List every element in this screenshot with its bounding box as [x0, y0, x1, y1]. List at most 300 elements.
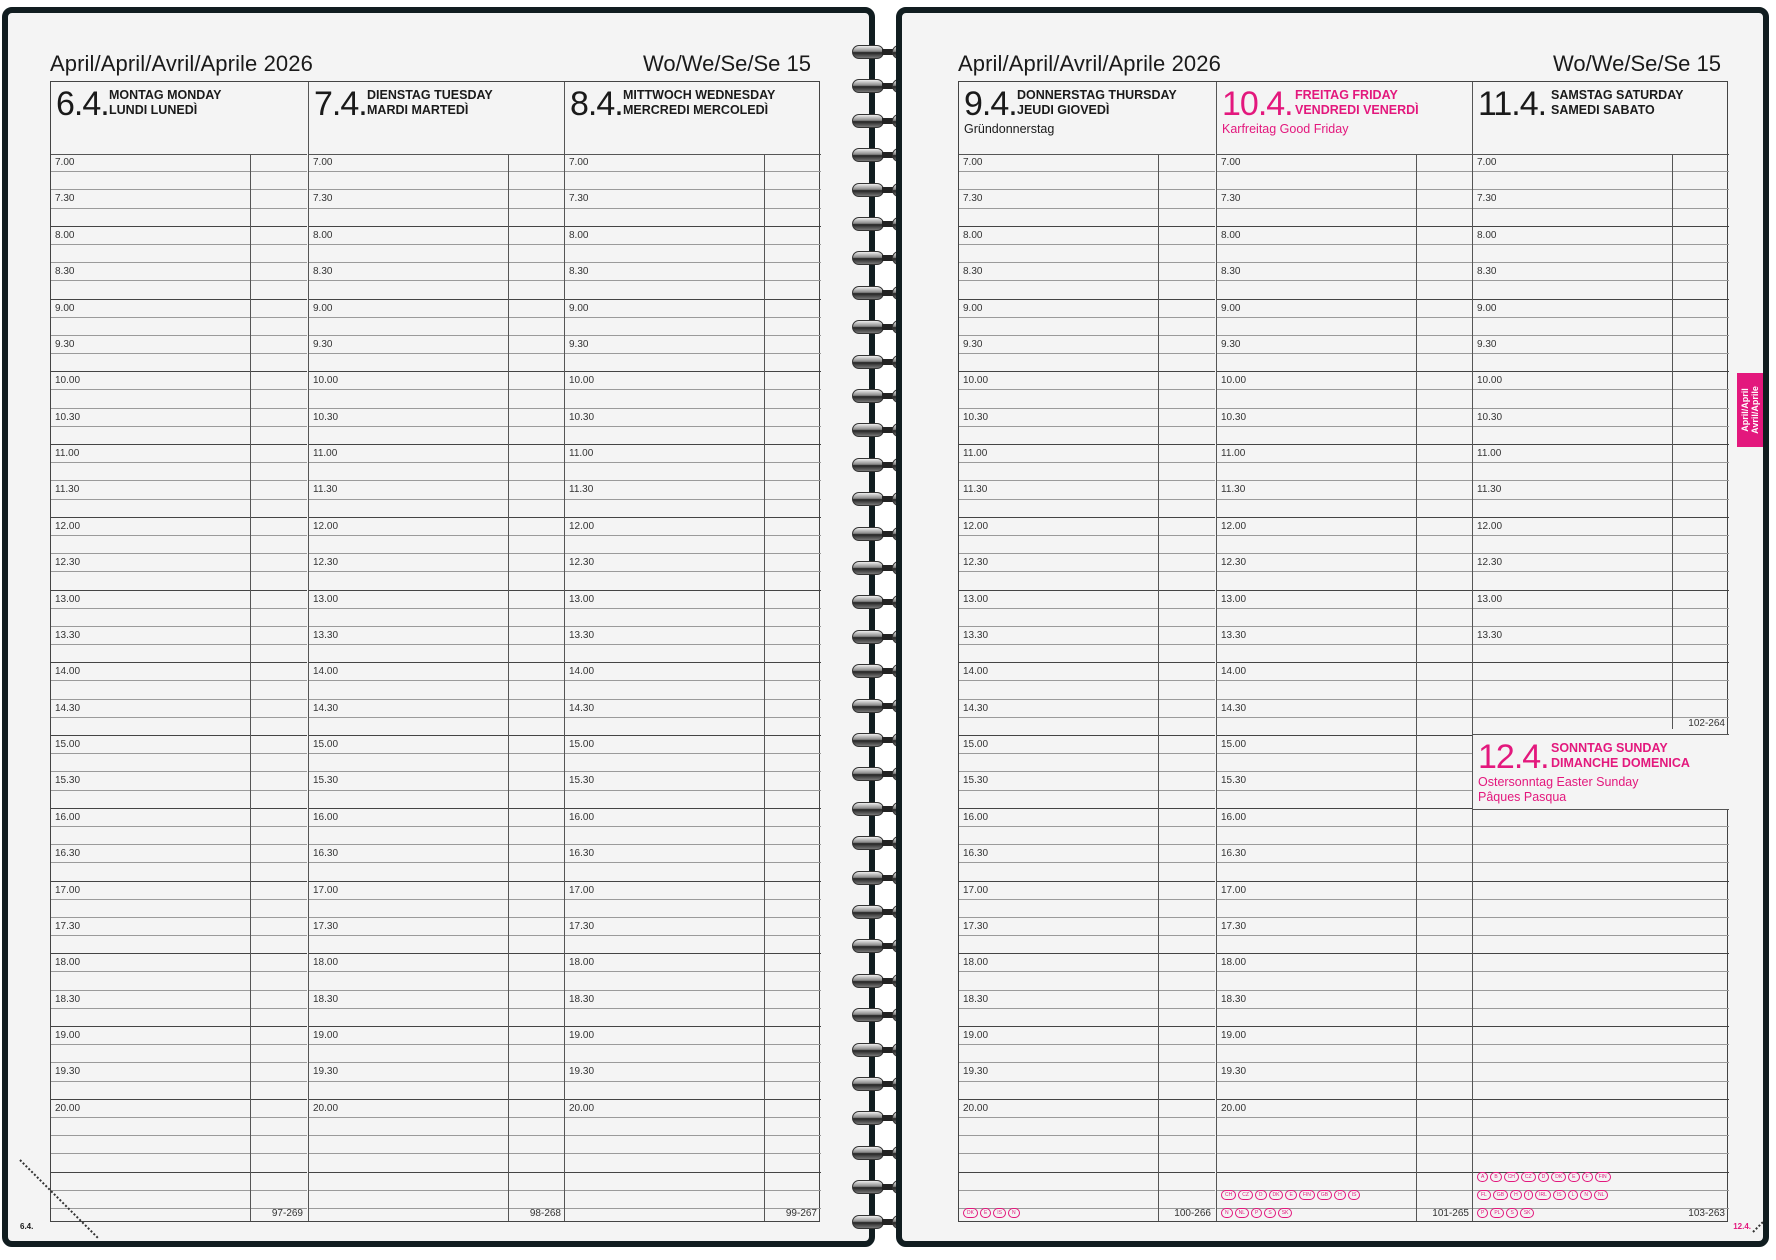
time-row[interactable]	[1473, 845, 1729, 863]
notes-column[interactable]	[1158, 154, 1215, 1221]
country-badge: P	[1251, 1208, 1262, 1218]
time-label: 19.30	[313, 1066, 339, 1078]
notes-column[interactable]	[1416, 154, 1473, 1221]
day-names-line2: LUNDI LUNEDÌ	[109, 103, 198, 117]
time-label: 17.30	[569, 920, 595, 932]
time-label: 8.30	[55, 266, 75, 278]
sunday-holiday: Ostersonntag Easter Sunday	[1478, 775, 1639, 790]
right-corner-date: 12.4.	[1733, 1222, 1751, 1231]
time-label: 19.00	[313, 1030, 339, 1041]
time-label: 11.30	[313, 484, 338, 496]
country-badge: FL	[1477, 1190, 1491, 1200]
month-tab-label-2: Avril/Aprile	[1750, 386, 1760, 434]
time-label: 15.30	[313, 775, 339, 787]
time-label: 16.00	[1221, 811, 1247, 823]
time-label: 8.00	[1221, 229, 1241, 241]
left-day-grid	[50, 81, 820, 1222]
coil-ring-left	[852, 561, 884, 575]
coil-ring-left	[852, 733, 884, 747]
time-label: 14.30	[963, 702, 989, 714]
time-label: 19.00	[1221, 1030, 1247, 1041]
notes-column[interactable]	[1672, 154, 1729, 729]
time-label: 7.00	[1477, 157, 1497, 168]
time-label: 13.00	[313, 593, 339, 605]
time-label: 9.30	[55, 338, 75, 350]
time-label: 11.30	[55, 484, 80, 496]
time-label: 9.00	[569, 302, 589, 314]
right-day-grid	[958, 81, 1728, 1222]
page-reference: 100-266	[1174, 1208, 1211, 1219]
time-label: 11.00	[569, 448, 594, 459]
day-header	[309, 82, 565, 155]
notes-column[interactable]	[508, 154, 565, 1221]
country-badge: L	[1568, 1190, 1579, 1200]
time-label: 13.30	[569, 629, 595, 641]
time-label: 17.00	[569, 884, 595, 896]
time-label: 18.30	[963, 993, 989, 1005]
time-row[interactable]	[1473, 1154, 1729, 1172]
time-label: 12.00	[963, 520, 989, 532]
time-label: 12.30	[569, 557, 595, 569]
time-row[interactable]	[1473, 972, 1729, 990]
time-label: 16.00	[55, 811, 81, 823]
holiday-country-badges	[1477, 1190, 1608, 1200]
coil-ring-left	[852, 974, 884, 988]
sunday-page-reference: 103-263	[1688, 1208, 1725, 1219]
time-label: 9.00	[1477, 302, 1497, 314]
time-label: 10.30	[1221, 411, 1247, 423]
coil-ring-left	[852, 79, 884, 93]
day-names	[623, 88, 775, 118]
day-number: 10.4.	[1222, 85, 1293, 123]
time-label: 15.00	[55, 739, 81, 750]
time-label: 15.30	[1221, 775, 1247, 787]
time-label: 12.00	[1221, 520, 1247, 532]
time-label: 19.00	[963, 1030, 989, 1041]
time-label: 13.30	[1221, 629, 1247, 641]
country-badge: DK	[1551, 1172, 1566, 1182]
time-label: 17.00	[313, 884, 339, 896]
coil-ring-left	[852, 423, 884, 437]
time-label: 7.30	[55, 193, 75, 205]
day-number: 6.4.	[56, 85, 109, 123]
day-names-line2: MARDI MARTEDÌ	[367, 103, 469, 117]
day-names	[367, 88, 493, 118]
day-names	[1551, 88, 1683, 118]
time-label: 20.00	[569, 1102, 595, 1114]
time-label: 19.00	[569, 1030, 595, 1041]
day-names-line2: VENDREDI VENERDÌ	[1295, 103, 1419, 117]
coil-ring-left	[852, 1077, 884, 1091]
time-row[interactable]	[1473, 1009, 1729, 1027]
time-label: 8.30	[1221, 266, 1241, 278]
time-label: 13.00	[963, 593, 989, 605]
time-row[interactable]	[1473, 863, 1729, 881]
time-label: 16.00	[963, 811, 989, 823]
time-label: 12.30	[313, 557, 339, 569]
time-label: 7.30	[1477, 193, 1497, 205]
day-header	[1217, 82, 1473, 155]
time-label: 7.00	[313, 157, 333, 168]
coil-ring-left	[852, 836, 884, 850]
country-badge: E	[1568, 1172, 1579, 1182]
time-label: 11.30	[963, 484, 988, 496]
time-label: 15.00	[313, 739, 339, 750]
country-badge: IS	[1348, 1190, 1361, 1200]
coil-ring-left	[852, 664, 884, 678]
time-label: 7.30	[1221, 193, 1241, 205]
coil-ring-left	[852, 45, 884, 59]
coil-ring-left	[852, 183, 884, 197]
day-header	[1473, 82, 1729, 155]
coil-ring-left	[852, 1215, 884, 1229]
time-label: 18.00	[1221, 957, 1247, 969]
country-badge: N	[1221, 1208, 1233, 1218]
time-label: 16.30	[963, 848, 989, 860]
coil-ring-left	[852, 595, 884, 609]
coil-ring-left	[852, 527, 884, 541]
country-badge: GB	[1493, 1190, 1508, 1200]
time-label: 19.30	[569, 1066, 595, 1078]
country-badge: IS	[1553, 1190, 1566, 1200]
time-label: 8.30	[313, 266, 333, 278]
holiday-country-badges	[1221, 1190, 1360, 1200]
time-label: 18.00	[313, 957, 339, 969]
time-label: 15.00	[569, 739, 595, 750]
coil-ring-left	[852, 492, 884, 506]
country-badge: N	[1008, 1208, 1020, 1218]
time-label: 18.00	[963, 957, 989, 969]
time-label: 7.00	[963, 157, 983, 168]
country-badge: D	[1538, 1172, 1550, 1182]
country-badge: A	[1477, 1172, 1488, 1182]
time-label: 8.00	[55, 229, 75, 241]
country-badge: SK	[1520, 1208, 1535, 1218]
country-badge: PL	[1490, 1208, 1504, 1218]
time-label: 14.00	[1221, 666, 1247, 678]
country-badge: CH	[1221, 1190, 1236, 1200]
country-badge: D	[1255, 1190, 1267, 1200]
month-tab[interactable]	[1737, 373, 1763, 447]
page-reference: 102-264	[1688, 718, 1725, 729]
day-column	[564, 82, 821, 1221]
time-label: 11.00	[55, 448, 80, 459]
time-label: 17.30	[55, 920, 81, 932]
time-label: 8.00	[963, 229, 983, 241]
time-label: 15.30	[55, 775, 81, 787]
coil-ring-left	[852, 458, 884, 472]
time-label: 12.00	[313, 520, 339, 532]
country-badge: CH	[1504, 1172, 1519, 1182]
country-badge: DK	[963, 1208, 978, 1218]
coil-ring-left	[852, 320, 884, 334]
country-badge: F	[1582, 1172, 1593, 1182]
time-label: 17.00	[963, 884, 989, 896]
time-label: 10.00	[55, 375, 81, 387]
time-row[interactable]	[1473, 1082, 1729, 1100]
time-label: 8.00	[569, 229, 589, 241]
left-page	[2, 7, 875, 1247]
time-label: 18.00	[55, 957, 81, 969]
country-badge: IS	[993, 1208, 1006, 1218]
coil-ring-left	[852, 1146, 884, 1160]
right-header-title: April/April/Avril/Aprile 2026	[958, 51, 1221, 76]
time-label: 9.00	[963, 302, 983, 314]
country-badge: N	[1580, 1190, 1592, 1200]
coil-ring-left	[852, 767, 884, 781]
time-label: 8.30	[963, 266, 983, 278]
day-column	[1216, 82, 1473, 1221]
day-names-line1: MONTAG MONDAY	[109, 88, 222, 102]
time-label: 13.30	[55, 629, 81, 641]
time-label: 10.00	[313, 375, 339, 387]
time-label: 11.00	[1221, 448, 1246, 459]
coil-ring-left	[852, 802, 884, 816]
day-number: 8.4.	[570, 85, 623, 123]
time-label: 16.00	[569, 811, 595, 823]
time-row[interactable]	[1473, 1118, 1729, 1136]
country-badge: S	[1264, 1208, 1275, 1218]
coil-ring-left	[852, 389, 884, 403]
right-header-week: Wo/We/Se/Se 15	[1553, 51, 1721, 76]
time-label: 16.30	[55, 848, 81, 860]
time-label: 10.00	[569, 375, 595, 387]
time-label: 14.00	[313, 666, 339, 678]
notes-column[interactable]	[764, 154, 821, 1221]
country-badge: IRL	[1535, 1190, 1551, 1200]
time-row[interactable]	[1473, 1045, 1729, 1063]
holiday-country-badges	[1221, 1208, 1292, 1218]
time-label: 10.00	[963, 375, 989, 387]
time-label: 13.30	[1477, 629, 1503, 641]
day-column	[308, 82, 565, 1221]
time-label: 17.30	[1221, 920, 1247, 932]
country-badge: NL	[1594, 1190, 1608, 1200]
time-label: 14.30	[55, 702, 81, 714]
time-label: 9.30	[569, 338, 589, 350]
time-label: 11.00	[313, 448, 338, 459]
time-label: 9.30	[1477, 338, 1497, 350]
time-label: 10.00	[1221, 375, 1247, 387]
time-label: 12.30	[1221, 557, 1247, 569]
time-label: 13.30	[963, 629, 989, 641]
time-label: 11.30	[569, 484, 594, 496]
country-badge: E	[980, 1208, 991, 1218]
time-label: 14.30	[569, 702, 595, 714]
time-label: 14.00	[55, 666, 81, 678]
time-row[interactable]	[1473, 882, 1729, 900]
country-badge: B	[1490, 1172, 1501, 1182]
holiday-country-badges	[963, 1208, 1020, 1218]
time-label: 20.00	[1221, 1102, 1247, 1114]
time-label: 14.30	[313, 702, 339, 714]
day-column	[959, 82, 1215, 1221]
holiday-country-badges	[1477, 1208, 1534, 1218]
country-badge: DK	[1269, 1190, 1284, 1200]
country-badge: NL	[1235, 1208, 1249, 1218]
time-label: 13.00	[1477, 593, 1503, 605]
time-label: 11.00	[963, 448, 988, 459]
month-tab-label-1: April/April	[1740, 388, 1750, 432]
time-label: 9.00	[313, 302, 333, 314]
day-names-line1: MITTWOCH WEDNESDAY	[623, 88, 776, 102]
time-label: 20.00	[963, 1102, 989, 1114]
right-page	[896, 7, 1769, 1247]
day-header	[565, 82, 821, 155]
day-number: 7.4.	[314, 85, 367, 123]
country-badge: I	[1524, 1190, 1533, 1200]
time-label: 18.30	[55, 993, 81, 1005]
time-label: 11.30	[1221, 484, 1246, 496]
sunday-number: 12.4.	[1478, 738, 1549, 777]
time-label: 12.00	[1477, 520, 1503, 532]
time-label: 7.00	[1221, 157, 1241, 168]
time-label: 18.30	[569, 993, 595, 1005]
coil-ring-left	[852, 871, 884, 885]
time-label: 7.30	[313, 193, 333, 205]
time-label: 8.30	[1477, 266, 1497, 278]
country-badge: H	[1510, 1190, 1522, 1200]
time-label: 7.00	[55, 157, 75, 168]
time-label: 14.30	[1221, 702, 1247, 714]
coil-ring-left	[852, 1043, 884, 1057]
time-label: 7.30	[963, 193, 983, 205]
time-label: 8.30	[569, 266, 589, 278]
time-row[interactable]	[1473, 1100, 1729, 1118]
left-header-title: April/April/Avril/Aprile 2026	[50, 51, 313, 76]
time-label: 16.30	[569, 848, 595, 860]
time-row[interactable]	[1473, 1063, 1729, 1081]
page-reference: 101-265	[1432, 1208, 1469, 1219]
country-badge: S	[1506, 1208, 1517, 1218]
time-label: 9.00	[1221, 302, 1241, 314]
time-label: 17.00	[55, 884, 81, 896]
notes-column[interactable]	[250, 154, 307, 1221]
day-number: 11.4.	[1478, 85, 1547, 123]
coil-ring-left	[852, 1180, 884, 1194]
country-badge: CZ	[1238, 1190, 1253, 1200]
time-label: 10.00	[1477, 375, 1503, 387]
coil-ring-left	[852, 114, 884, 128]
holiday-country-badges	[1477, 1172, 1611, 1182]
time-label: 9.00	[55, 302, 75, 314]
time-row[interactable]	[1473, 827, 1729, 845]
coil-ring-left	[852, 286, 884, 300]
left-corner-date: 6.4.	[20, 1222, 34, 1231]
time-row[interactable]	[1473, 954, 1729, 972]
time-label: 14.00	[569, 666, 595, 678]
day-names-line1: DIENSTAG TUESDAY	[367, 88, 493, 102]
time-label: 18.00	[569, 957, 595, 969]
time-row[interactable]	[1473, 1027, 1729, 1045]
country-badge: E	[1285, 1190, 1296, 1200]
coil-ring-left	[852, 939, 884, 953]
country-badge: GB	[1317, 1190, 1332, 1200]
day-names	[1295, 88, 1419, 118]
time-label: 13.30	[313, 629, 339, 641]
time-label: 17.30	[963, 920, 989, 932]
day-column	[51, 82, 307, 1221]
day-names-line2: JEUDI GIOVEDÌ	[1017, 103, 1110, 117]
time-label: 15.30	[569, 775, 595, 787]
time-label: 7.00	[569, 157, 589, 168]
time-label: 19.30	[55, 1066, 81, 1078]
coil-ring-left	[852, 355, 884, 369]
time-row[interactable]	[1473, 936, 1729, 954]
day-names	[1017, 88, 1177, 118]
time-label: 17.00	[1221, 884, 1247, 896]
country-badge: P	[1477, 1208, 1488, 1218]
time-row[interactable]	[1473, 1136, 1729, 1154]
day-number: 9.4.	[964, 85, 1017, 123]
sunday-names-line2: DIMANCHE DOMENICA	[1551, 756, 1690, 771]
time-label: 13.00	[569, 593, 595, 605]
time-label: 16.00	[313, 811, 339, 823]
day-names-line2: SAMEDI SABATO	[1551, 103, 1655, 117]
country-badge: SK	[1278, 1208, 1293, 1218]
coil-ring-left	[852, 251, 884, 265]
left-header-week: Wo/We/Se/Se 15	[643, 51, 811, 76]
time-label: 8.00	[313, 229, 333, 241]
time-label: 12.00	[55, 520, 81, 532]
day-names-line1: SAMSTAG SATURDAY	[1551, 88, 1684, 102]
country-badge: FIN	[1299, 1190, 1315, 1200]
day-names-line1: FREITAG FRIDAY	[1295, 88, 1398, 102]
time-label: 18.30	[1221, 993, 1247, 1005]
holiday-name: Karfreitag Good Friday	[1222, 122, 1349, 136]
time-label: 8.00	[1477, 229, 1497, 241]
page-reference: 98-268	[529, 1208, 561, 1219]
coil-ring-left	[852, 699, 884, 713]
time-label: 19.00	[55, 1030, 81, 1041]
sunday-names-line1: SONNTAG SUNDAY	[1551, 741, 1668, 756]
time-label: 19.30	[963, 1066, 989, 1078]
holiday-name: Gründonnerstag	[964, 122, 1055, 136]
page-reference: 99-267	[785, 1208, 817, 1219]
time-label: 18.30	[313, 993, 339, 1005]
time-label: 11.00	[1477, 448, 1502, 459]
day-names	[109, 88, 222, 118]
day-header	[959, 82, 1215, 155]
sunday-holiday-2: Pâques Pasqua	[1478, 790, 1567, 805]
time-label: 15.00	[963, 739, 989, 750]
time-label: 10.30	[55, 411, 81, 423]
time-label: 7.30	[569, 193, 589, 205]
coil-ring-left	[852, 905, 884, 919]
time-row[interactable]	[1473, 809, 1729, 827]
coil-ring-left	[852, 1111, 884, 1125]
coil-ring-left	[852, 148, 884, 162]
country-badge: H	[1334, 1190, 1346, 1200]
time-label: 14.00	[963, 666, 989, 678]
time-label: 12.30	[963, 557, 989, 569]
time-row[interactable]	[1473, 991, 1729, 1009]
time-label: 16.30	[313, 848, 339, 860]
time-label: 20.00	[313, 1102, 339, 1114]
time-row[interactable]	[1473, 900, 1729, 918]
time-label: 12.30	[1477, 557, 1503, 569]
time-row[interactable]	[1473, 918, 1729, 936]
country-badge: CZ	[1521, 1172, 1536, 1182]
time-label: 13.00	[55, 593, 81, 605]
time-label: 10.30	[1477, 411, 1503, 423]
time-label: 20.00	[55, 1102, 81, 1114]
time-label: 10.30	[963, 411, 989, 423]
time-label: 13.00	[1221, 593, 1247, 605]
time-label: 11.30	[1477, 484, 1502, 496]
time-label: 16.30	[1221, 848, 1247, 860]
right-corner-cut-line	[1752, 1154, 1769, 1233]
